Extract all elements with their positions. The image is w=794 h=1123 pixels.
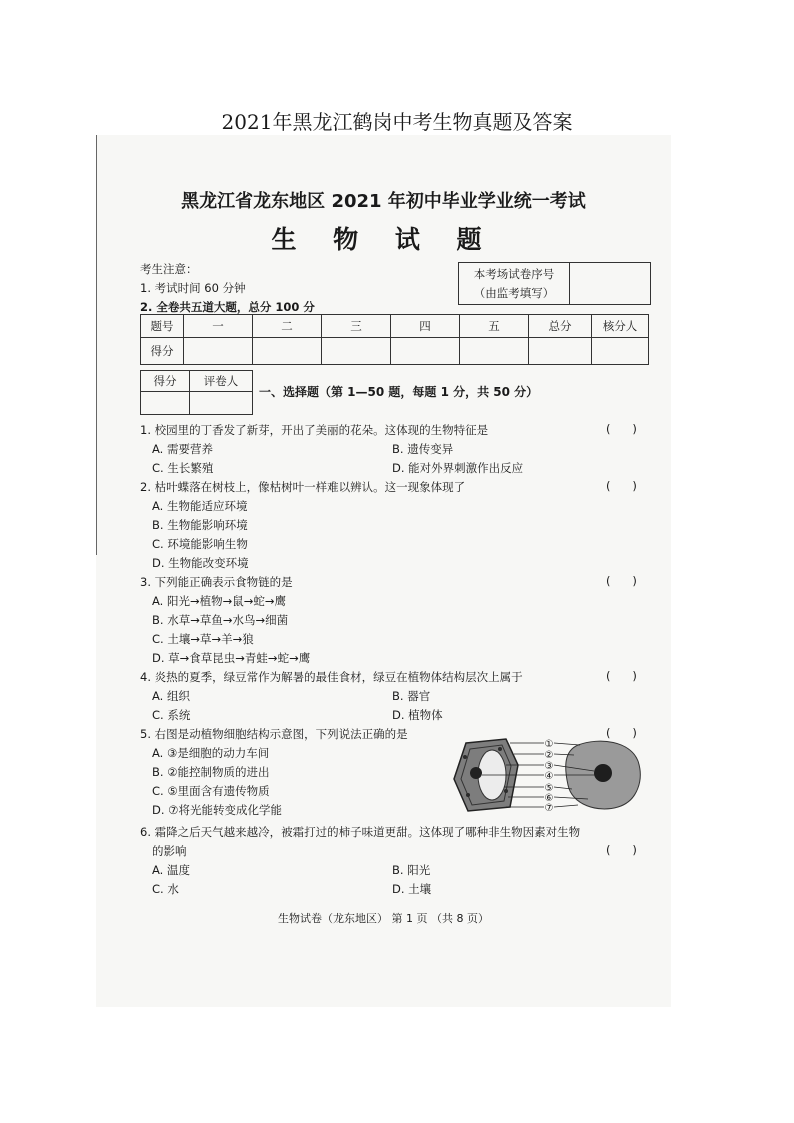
option: C. 环境能影响生物 [152,537,248,551]
option: B. 阳光 [392,863,431,877]
notice-item: 1. 考试时间 60 分钟 [140,281,246,295]
question-stem-continued: 的影响 [152,844,187,858]
exam-notice [140,260,315,317]
scanned-exam-page [96,135,671,1007]
exam-title: 黑龙江省龙东地区 2021 年初中毕业学业统一考试 [181,191,586,212]
score-header: 五 [460,315,529,338]
score-header: 题号 [141,315,184,338]
option: A. ③是细胞的动力车间 [152,746,270,760]
option: C. 生长繁殖 [152,461,214,475]
score-cell[interactable] [592,338,649,365]
score-cell[interactable] [391,338,460,365]
subject-title: 生 物 试 题 [271,225,496,254]
option: C. ⑤里面含有遗传物质 [152,784,270,798]
option: B. 遗传变异 [392,442,454,456]
score-header: 二 [253,315,322,338]
figure-label: ② [544,750,554,761]
section-title: 一、选择题（第 1—50 题，每题 1 分，共 50 分） [259,385,539,399]
score-cell[interactable] [184,338,253,365]
option: A. 组织 [152,689,190,703]
answer-paren[interactable]: ( ) [606,574,637,588]
option: B. 生物能影响环境 [152,518,248,532]
notice-heading: 考生注意： [140,262,198,276]
score-row-label: 得分 [141,338,184,365]
sequence-label-line: （由监考填写） [473,285,555,300]
score-header: 总分 [529,315,592,338]
sequence-number-box [458,262,651,305]
question-stem: 1. 校园里的丁香发了新芽，开出了美丽的花朵。这体现的生物特征是 [140,423,489,437]
grader-header: 得分 [141,371,190,392]
score-table [140,314,649,365]
figure-label: ⑤ [544,783,554,794]
option: C. 土壤→草→羊→狼 [152,632,254,646]
answer-paren[interactable]: ( ) [606,422,637,436]
option: D. 草→食草昆虫→青蛙→蛇→鹰 [152,651,311,665]
score-cell[interactable] [253,338,322,365]
score-cell[interactable] [529,338,592,365]
question-stem: 2. 枯叶蝶落在树枝上，像枯树叶一样难以辨认。这一现象体现了 [140,480,466,494]
figure-label: ① [544,739,554,750]
question-stem: 3. 下列能正确表示食物链的是 [140,575,293,589]
page-footer: 生物试卷（龙东地区） 第 1 页 （共 8 页） [278,912,489,925]
grader-header: 评卷人 [190,371,253,392]
notice-item: 2. 全卷共五道大题，总分 100 分 [140,300,315,314]
option: D. 生物能改变环境 [152,556,249,570]
answer-paren[interactable]: ( ) [606,726,637,740]
option: A. 温度 [152,863,190,877]
grader-table [140,370,253,415]
answer-paren[interactable]: ( ) [606,669,637,683]
option: C. 水 [152,882,179,896]
document-title: 2021年黑龙江鹤岗中考生物真题及答案 [221,110,573,134]
figure-label: ③ [544,761,554,772]
score-header: 四 [391,315,460,338]
option: C. 系统 [152,708,191,722]
score-header: 一 [184,315,253,338]
option: B. ②能控制物质的进出 [152,765,270,779]
option: A. 生物能适应环境 [152,499,248,513]
option: A. 需要营养 [152,442,213,456]
option: D. 能对外界刺激作出反应 [392,461,524,475]
cell-structure-figure [448,735,658,813]
option: D. 植物体 [392,708,443,722]
question-stem: 6. 霜降之后天气越来越冷，被霜打过的柿子味道更甜。这体现了哪种非生物因素对生物 [140,825,581,839]
option: B. 器官 [392,689,431,703]
answer-paren[interactable]: ( ) [606,843,637,857]
question-stem: 5. 右图是动植物细胞结构示意图，下列说法正确的是 [140,727,408,741]
score-header: 核分人 [592,315,649,338]
sequence-value-cell[interactable] [570,263,651,305]
score-cell[interactable] [460,338,529,365]
grader-cell[interactable] [190,392,253,415]
option: A. 阳光→植物→鼠→蛇→鹰 [152,594,287,608]
question-stem: 4. 炎热的夏季，绿豆常作为解暑的最佳食材，绿豆在植物体结构层次上属于 [140,670,523,684]
score-header: 三 [322,315,391,338]
figure-label: ⑥ [544,793,554,804]
score-cell[interactable] [322,338,391,365]
figure-label: ④ [544,771,554,782]
option: D. ⑦将光能转变成化学能 [152,803,282,817]
sequence-label-line: 本考场试卷序号 [473,266,555,281]
option: D. 土壤 [392,882,432,896]
figure-label: ⑦ [544,803,554,813]
answer-paren[interactable]: ( ) [606,479,637,493]
option: B. 水草→草鱼→水鸟→细菌 [152,613,289,627]
sequence-label [459,263,570,305]
grader-cell[interactable] [141,392,190,415]
